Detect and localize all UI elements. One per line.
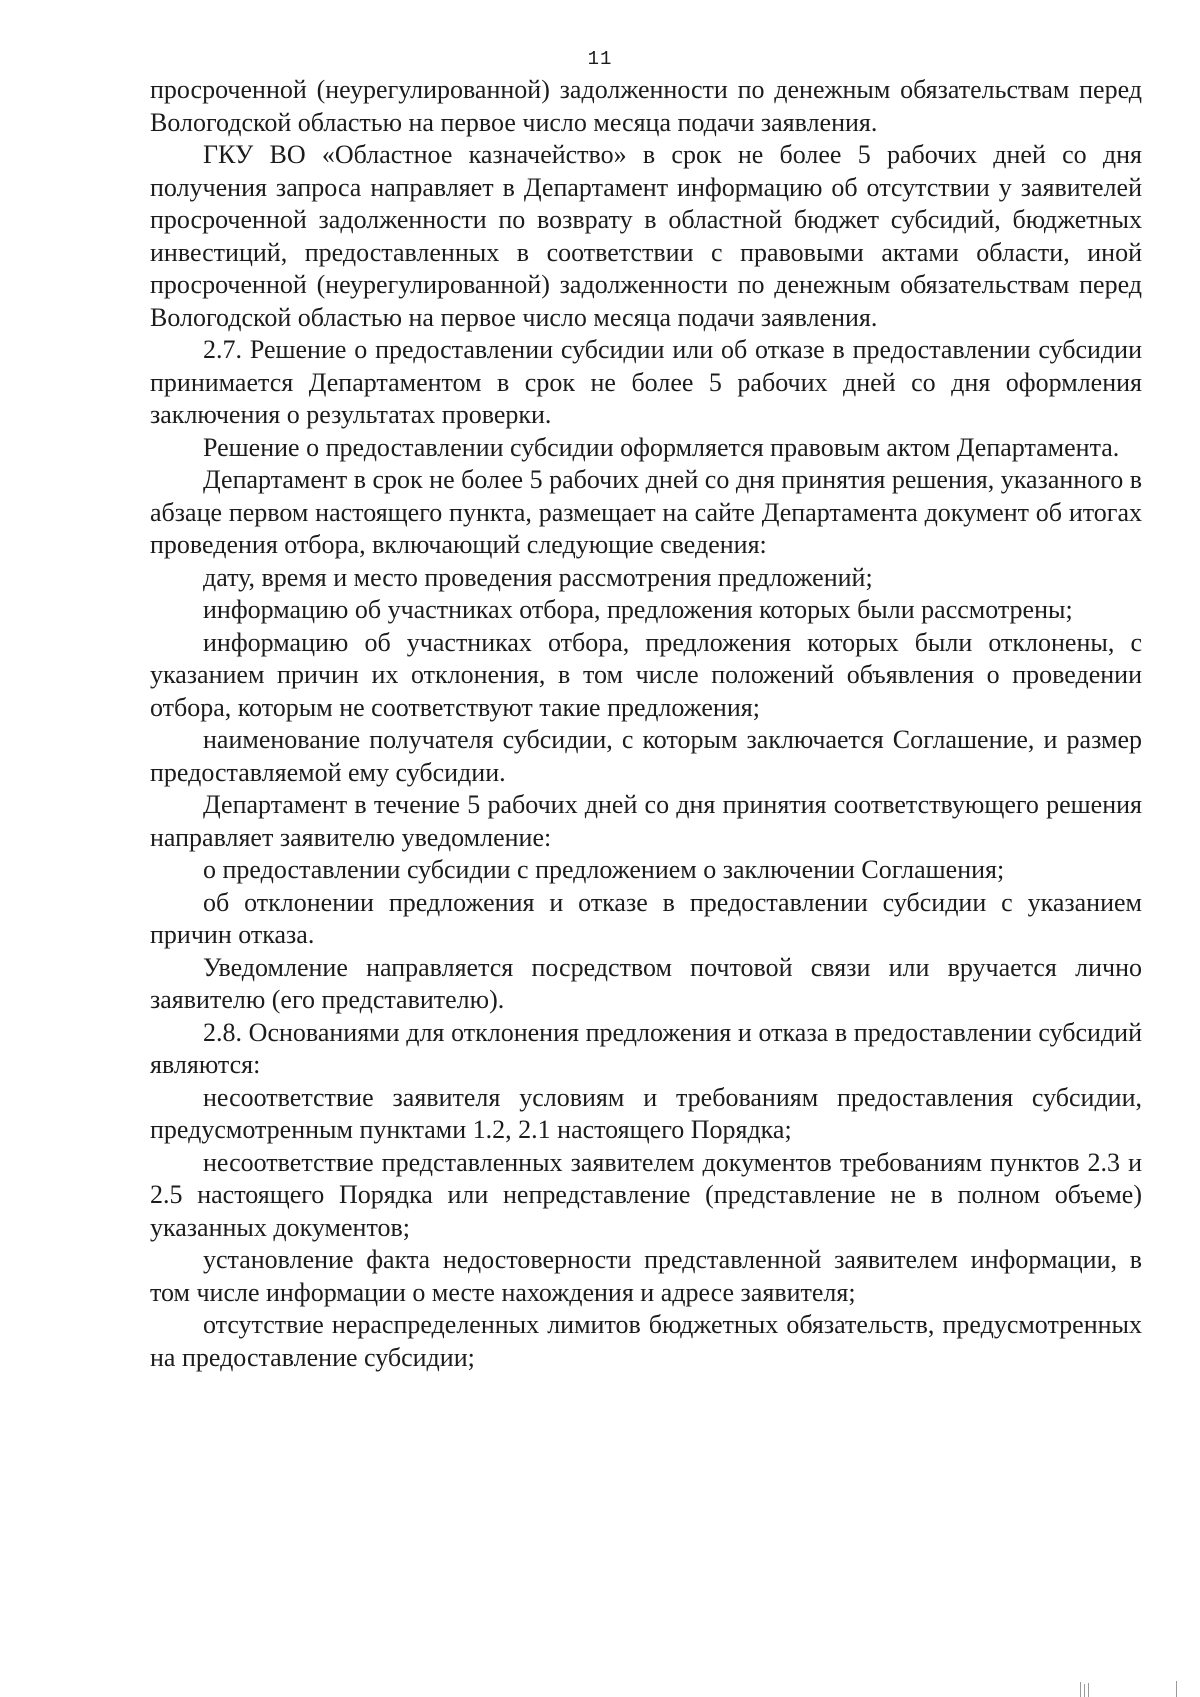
paragraph: 2.8. Основаниями для отклонения предложения и отказа в предоставлении субсидий являются:: [150, 1017, 1142, 1079]
list-item: несоответствие заявителя условиям и требованиям предоставления субсидии, предусмотренным пунктами 1.2, 2.1 настоящего Порядка;: [150, 1082, 1142, 1144]
paragraph: Уведомление направляется посредством почтовой связи или вручается лично заявителю (его представителю).: [150, 952, 1142, 1014]
paragraph: Решение о предоставлении субсидии оформляется правовым актом Департамента.: [203, 432, 1120, 462]
list-item: информацию об участниках отбора, предложения которых были отклонены, с указанием причин их отклонения, в том числе положений объявления о проведении отбора, которым не соответствуют такие предложения;: [150, 627, 1142, 722]
list-item: о предоставлении субсидии с предложением о заключении Соглашения;: [203, 855, 1005, 884]
scan-artifact: [1084, 1684, 1085, 1697]
list-item: дату, время и место проведения рассмотрения предложений;: [203, 562, 873, 592]
list-item: об отклонении предложения и отказе в предоставлении субсидии с указанием причин отказа.: [150, 887, 1142, 949]
document-body: [150, 74, 1142, 1374]
list-item: несоответствие представленных заявителем документов требованиям пунктов 2.3 и 2.5 настоящего Порядка или непредставление (представление не в полном объеме) указанных документов;: [150, 1147, 1142, 1242]
scan-artifact: [1176, 1681, 1177, 1697]
list-item: информацию об участниках отбора, предложения которых были рассмотрены;: [203, 595, 1073, 624]
scan-artifact: [1080, 1682, 1081, 1697]
paragraph: Департамент в течение 5 рабочих дней со дня принятия соответствующего решения направляет заявителю уведомление:: [150, 790, 1142, 852]
page-number: 11: [587, 48, 613, 70]
list-item: отсутствие нераспределенных лимитов бюджетных обязательств, предусмотренных на предоставление субсидии;: [150, 1310, 1142, 1372]
paragraph: 2.7. Решение о предоставлении субсидии или об отказе в предоставлении субсидии принимается Департаментом в срок не более 5 рабочих дней со дня оформления заключения о результатах проверки.: [150, 335, 1142, 429]
paragraph: ГКУ ВО «Областное казначейство» в срок не более 5 рабочих дней со дня получения запроса направляет в Департамент информацию об отсутствии у заявителей просроченной задолженности по возврату в областной бюджет субсидий, бюджетных инвестиций, предоставленных в соответствии с правовыми актами области, иной просроченной (неурегулированной) задолженности по денежным обязательствам перед Вологодской областью на первое число месяца подачи заявления.: [150, 140, 1142, 332]
list-item: наименование получателя субсидии, с которым заключается Соглашение, и размер предоставляемой ему субсидии.: [150, 725, 1142, 787]
list-item: установление факта недостоверности представленной заявителем информации, в том числе информации о месте нахождения и адресе заявителя;: [150, 1245, 1142, 1307]
scan-artifact: [1088, 1683, 1089, 1697]
paragraph: просроченной (неурегулированной) задолженности по денежным обязательствам перед Вологодской областью на первое число месяца подачи заявления.: [150, 75, 1142, 137]
paragraph: Департамент в срок не более 5 рабочих дней со дня принятия решения, указанного в абзаце первом настоящего пункта, размещает на сайте Департамента документ об итогах проведения отбора, включающий следующие сведения:: [150, 465, 1142, 559]
